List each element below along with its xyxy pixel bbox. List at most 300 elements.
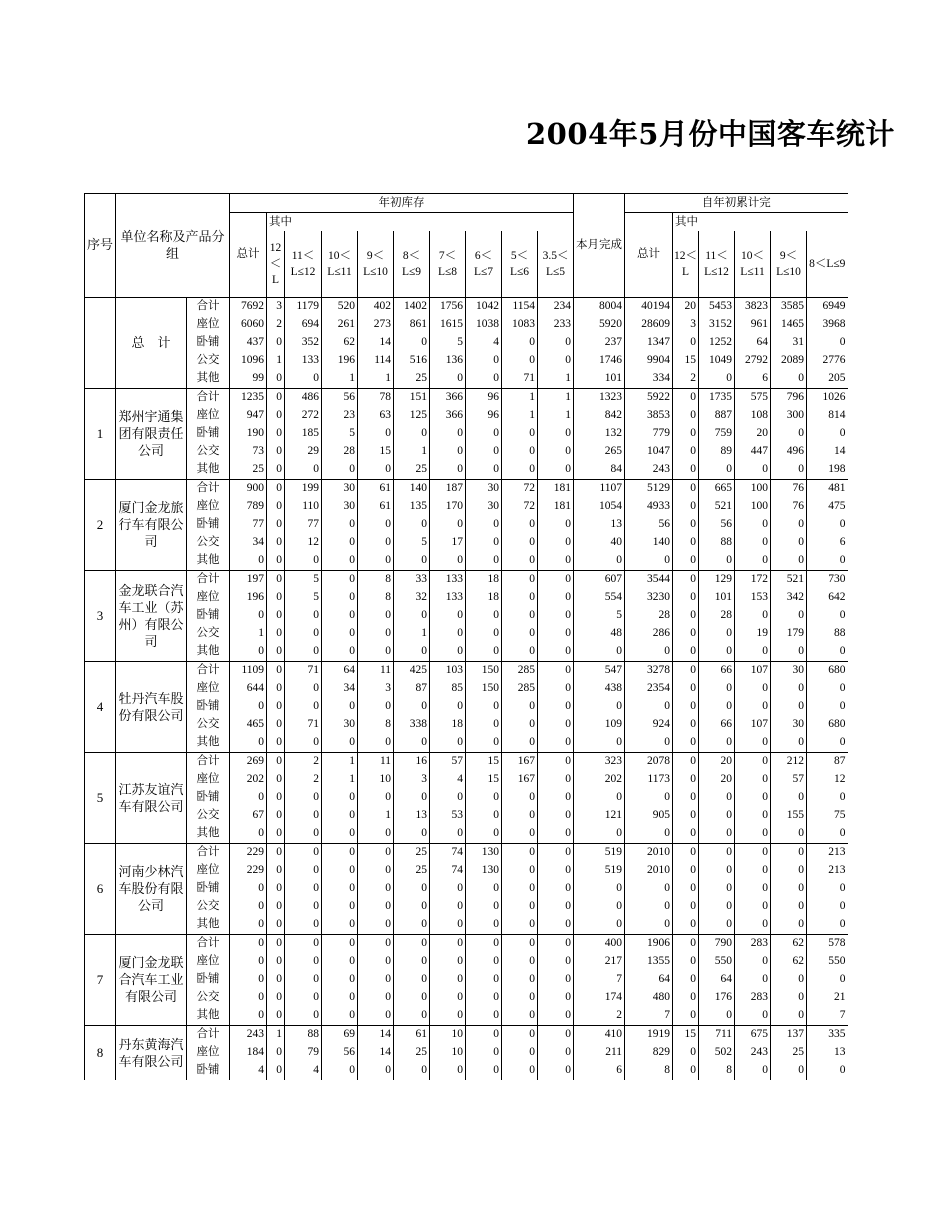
cell-value: 0 bbox=[230, 789, 267, 807]
cell-value: 0 bbox=[267, 334, 285, 352]
cell-value: 0 bbox=[230, 643, 267, 662]
cell-value: 0 bbox=[285, 934, 322, 953]
cell-value: 0 bbox=[735, 953, 771, 971]
cell-value: 4 bbox=[430, 771, 466, 789]
cell-value: 5 bbox=[285, 589, 322, 607]
row-category: 公交 bbox=[187, 807, 230, 825]
cell-value: 71 bbox=[502, 370, 538, 389]
cell-value: 20 bbox=[699, 771, 735, 789]
cell-value: 0 bbox=[538, 334, 574, 352]
cell-value: 0 bbox=[466, 443, 502, 461]
cell-value: 0 bbox=[466, 898, 502, 916]
cell-value: 78 bbox=[358, 388, 394, 407]
table-row bbox=[85, 516, 848, 534]
header-total-2: 总计 bbox=[625, 213, 673, 298]
header-seq: 序号 bbox=[85, 194, 116, 298]
cell-value: 0 bbox=[771, 862, 807, 880]
cell-value: 0 bbox=[673, 570, 699, 589]
cell-value: 0 bbox=[466, 516, 502, 534]
cell-value: 0 bbox=[673, 552, 699, 571]
cell-value: 7692 bbox=[230, 297, 267, 316]
cell-value: 0 bbox=[466, 734, 502, 753]
cell-value: 5 bbox=[322, 425, 358, 443]
cell-value: 1465 bbox=[771, 316, 807, 334]
cell-value: 0 bbox=[267, 534, 285, 552]
table-row bbox=[85, 552, 848, 571]
row-category: 座位 bbox=[187, 953, 230, 971]
cell-value: 64 bbox=[322, 661, 358, 680]
cell-value: 0 bbox=[574, 825, 625, 844]
cell-value: 0 bbox=[538, 934, 574, 953]
cell-value: 0 bbox=[673, 680, 699, 698]
cell-value: 0 bbox=[322, 898, 358, 916]
cell-value: 0 bbox=[285, 607, 322, 625]
cell-value: 924 bbox=[625, 716, 673, 734]
cell-value: 0 bbox=[502, 570, 538, 589]
cell-value: 64 bbox=[625, 971, 673, 989]
cell-value: 28 bbox=[699, 607, 735, 625]
cell-value: 0 bbox=[322, 971, 358, 989]
cell-value: 0 bbox=[267, 916, 285, 935]
cell-value: 0 bbox=[322, 534, 358, 552]
cell-value: 133 bbox=[430, 589, 466, 607]
cell-value: 0 bbox=[673, 607, 699, 625]
cell-value: 644 bbox=[230, 680, 267, 698]
cell-value: 0 bbox=[430, 971, 466, 989]
unit-name: 丹东黄海汽车有限公司 bbox=[116, 1025, 187, 1080]
cell-value: 0 bbox=[358, 552, 394, 571]
cell-value: 0 bbox=[735, 807, 771, 825]
cell-value: 0 bbox=[574, 880, 625, 898]
cell-value: 0 bbox=[538, 443, 574, 461]
cell-value: 0 bbox=[430, 643, 466, 662]
cell-value: 0 bbox=[735, 643, 771, 662]
cell-value: 0 bbox=[735, 552, 771, 571]
cell-value: 1 bbox=[358, 370, 394, 389]
cell-value: 0 bbox=[267, 443, 285, 461]
cell-value: 0 bbox=[267, 971, 285, 989]
cell-value: 0 bbox=[230, 734, 267, 753]
cell-value: 0 bbox=[502, 625, 538, 643]
cell-value: 0 bbox=[673, 971, 699, 989]
cell-value: 30 bbox=[771, 661, 807, 680]
cell-value: 100 bbox=[735, 498, 771, 516]
cell-value: 829 bbox=[625, 1044, 673, 1062]
cell-value: 0 bbox=[267, 1044, 285, 1062]
cell-value: 0 bbox=[538, 570, 574, 589]
cell-value: 0 bbox=[466, 625, 502, 643]
cell-value: 2 bbox=[285, 771, 322, 789]
cell-value: 0 bbox=[625, 552, 673, 571]
row-category: 合计 bbox=[187, 843, 230, 862]
cell-value: 0 bbox=[502, 1007, 538, 1026]
cell-value: 0 bbox=[394, 934, 430, 953]
cell-value: 69 bbox=[322, 1025, 358, 1044]
row-category: 公交 bbox=[187, 443, 230, 461]
cell-value: 129 bbox=[699, 570, 735, 589]
row-category: 座位 bbox=[187, 498, 230, 516]
cell-value: 0 bbox=[466, 370, 502, 389]
cell-value: 34 bbox=[230, 534, 267, 552]
cell-value: 0 bbox=[285, 680, 322, 698]
cell-value: 0 bbox=[538, 898, 574, 916]
cell-value: 0 bbox=[358, 971, 394, 989]
cell-value: 1154 bbox=[502, 297, 538, 316]
cell-value: 0 bbox=[538, 771, 574, 789]
cell-value: 0 bbox=[394, 734, 430, 753]
cell-value: 607 bbox=[574, 570, 625, 589]
cell-value: 0 bbox=[358, 880, 394, 898]
cell-value: 101 bbox=[699, 589, 735, 607]
unit-name: 总 计 bbox=[116, 297, 187, 388]
cell-value: 4 bbox=[466, 334, 502, 352]
cell-value: 0 bbox=[285, 880, 322, 898]
cell-value: 0 bbox=[267, 1062, 285, 1080]
cell-value: 0 bbox=[699, 789, 735, 807]
cell-value: 0 bbox=[466, 1062, 502, 1080]
cell-value: 0 bbox=[430, 916, 466, 935]
cell-value: 2792 bbox=[735, 352, 771, 370]
header-group-cumulative: 自年初累计完 bbox=[625, 194, 848, 213]
cell-value: 0 bbox=[358, 1007, 394, 1026]
cell-value: 6 bbox=[839, 536, 846, 548]
cell-value: 3968 bbox=[822, 318, 846, 330]
cell-value: 77 bbox=[230, 516, 267, 534]
cell-value: 335 bbox=[807, 1025, 848, 1044]
header-size-cumulative-2: 10＜L≤11 bbox=[735, 231, 771, 297]
header-month: 本月完成 bbox=[574, 194, 625, 298]
cell-value: 0 bbox=[502, 953, 538, 971]
cell-value: 25 bbox=[230, 461, 267, 480]
row-category: 卧铺 bbox=[187, 516, 230, 534]
cell-value: 0 bbox=[538, 880, 574, 898]
cell-value: 0 bbox=[673, 989, 699, 1007]
cell-value: 0 bbox=[394, 825, 430, 844]
cell-value: 323 bbox=[574, 752, 625, 771]
cell-value: 410 bbox=[574, 1025, 625, 1044]
cell-value: 0 bbox=[771, 898, 807, 916]
cell-value: 0 bbox=[538, 461, 574, 480]
cell-value: 0 bbox=[267, 425, 285, 443]
cell-value: 0 bbox=[673, 898, 699, 916]
cell-value: 62 bbox=[322, 334, 358, 352]
cell-value: 0 bbox=[285, 461, 322, 480]
cell-value: 153 bbox=[735, 589, 771, 607]
cell-value: 0 bbox=[358, 425, 394, 443]
cell-value: 0 bbox=[358, 534, 394, 552]
cell-value: 269 bbox=[230, 752, 267, 771]
cell-value: 0 bbox=[267, 625, 285, 643]
cell-value: 0 bbox=[771, 971, 807, 989]
cell-value: 176 bbox=[699, 989, 735, 1007]
cell-value: 0 bbox=[430, 461, 466, 480]
cell-value: 74 bbox=[430, 843, 466, 862]
row-category: 公交 bbox=[187, 716, 230, 734]
cell-value: 0 bbox=[267, 825, 285, 844]
table-row bbox=[85, 479, 848, 498]
cell-value: 480 bbox=[625, 989, 673, 1007]
row-category: 卧铺 bbox=[187, 607, 230, 625]
cell-value: 1179 bbox=[285, 297, 322, 316]
cell-value: 0 bbox=[466, 989, 502, 1007]
cell-value: 0 bbox=[574, 552, 625, 571]
row-seq: 4 bbox=[85, 661, 116, 752]
cell-value: 13 bbox=[394, 807, 430, 825]
cell-value: 0 bbox=[430, 1007, 466, 1026]
cell-value: 790 bbox=[699, 934, 735, 953]
cell-value: 1323 bbox=[574, 388, 625, 407]
header-size-inventory-2: 10＜L≤11 bbox=[322, 231, 358, 297]
cell-value: 0 bbox=[625, 698, 673, 716]
cell-value: 0 bbox=[673, 443, 699, 461]
table-row bbox=[85, 425, 848, 443]
unit-name: 河南少林汽车股份有限公司 bbox=[116, 843, 187, 934]
cell-value: 0 bbox=[502, 734, 538, 753]
cell-value: 25 bbox=[394, 370, 430, 389]
cell-value: 0 bbox=[285, 625, 322, 643]
cell-value: 3823 bbox=[735, 297, 771, 316]
table-row bbox=[85, 443, 848, 461]
cell-value: 2 bbox=[285, 752, 322, 771]
page-title: 2004年5月份中国客车统计 bbox=[526, 117, 895, 151]
cell-value: 2010 bbox=[625, 862, 673, 880]
cell-value: 0 bbox=[322, 589, 358, 607]
cell-value: 1 bbox=[322, 771, 358, 789]
cell-value: 0 bbox=[230, 898, 267, 916]
cell-value: 57 bbox=[771, 771, 807, 789]
cell-value: 550 bbox=[699, 953, 735, 971]
cell-value: 1906 bbox=[625, 934, 673, 953]
cell-value: 0 bbox=[285, 971, 322, 989]
cell-value: 438 bbox=[574, 680, 625, 698]
cell-value: 0 bbox=[267, 607, 285, 625]
cell-value: 2776 bbox=[822, 354, 846, 366]
cell-value: 234 bbox=[538, 297, 574, 316]
row-category: 合计 bbox=[187, 388, 230, 407]
header-size-inventory-8: 3.5＜L≤5 bbox=[538, 231, 574, 297]
cell-value: 352 bbox=[285, 334, 322, 352]
cell-value: 0 bbox=[322, 789, 358, 807]
cell-value: 0 bbox=[430, 734, 466, 753]
cell-value: 366 bbox=[430, 407, 466, 425]
cell-value: 1 bbox=[538, 370, 574, 389]
cell-value: 0 bbox=[502, 461, 538, 480]
cell-value: 30 bbox=[322, 479, 358, 498]
cell-value: 0 bbox=[839, 736, 846, 748]
cell-value: 1 bbox=[267, 352, 285, 370]
cell-value: 0 bbox=[285, 552, 322, 571]
cell-value: 0 bbox=[502, 807, 538, 825]
cell-value: 0 bbox=[771, 425, 807, 443]
cell-value: 5129 bbox=[625, 479, 673, 498]
cell-value: 0 bbox=[538, 752, 574, 771]
cell-value: 0 bbox=[699, 880, 735, 898]
cell-value: 0 bbox=[502, 589, 538, 607]
cell-value: 243 bbox=[625, 461, 673, 480]
cell-value: 185 bbox=[285, 425, 322, 443]
cell-value: 0 bbox=[502, 916, 538, 935]
header-qizhong-2: 其中 bbox=[675, 215, 699, 228]
row-category: 公交 bbox=[187, 352, 230, 370]
cell-value: 0 bbox=[771, 916, 807, 935]
cell-value: 181 bbox=[538, 498, 574, 516]
cell-value: 0 bbox=[394, 1062, 430, 1080]
cell-value: 465 bbox=[230, 716, 267, 734]
cell-value: 0 bbox=[430, 1062, 466, 1080]
cell-value: 0 bbox=[466, 880, 502, 898]
cell-value: 0 bbox=[430, 552, 466, 571]
row-seq: 5 bbox=[85, 752, 116, 843]
cell-value: 0 bbox=[502, 825, 538, 844]
cell-value: 0 bbox=[502, 934, 538, 953]
cell-value: 243 bbox=[735, 1044, 771, 1062]
row-category: 公交 bbox=[187, 898, 230, 916]
cell-value: 675 bbox=[735, 1025, 771, 1044]
cell-value: 125 bbox=[394, 407, 430, 425]
cell-value: 0 bbox=[625, 789, 673, 807]
cell-value: 0 bbox=[735, 971, 771, 989]
cell-value: 217 bbox=[574, 953, 625, 971]
cell-value: 110 bbox=[285, 498, 322, 516]
cell-value: 1 bbox=[394, 625, 430, 643]
row-seq: 7 bbox=[85, 934, 116, 1025]
row-category: 合计 bbox=[187, 661, 230, 680]
cell-value: 521 bbox=[771, 570, 807, 589]
cell-value: 3 bbox=[267, 297, 285, 316]
cell-value: 8 bbox=[625, 1062, 673, 1080]
cell-value: 0 bbox=[466, 916, 502, 935]
cell-value: 0 bbox=[466, 807, 502, 825]
table-row bbox=[85, 843, 848, 862]
cell-value: 0 bbox=[538, 1025, 574, 1044]
cell-value: 0 bbox=[735, 880, 771, 898]
cell-value: 17 bbox=[430, 534, 466, 552]
cell-value: 25 bbox=[394, 461, 430, 480]
unit-name: 郑州宇通集团有限责任公司 bbox=[116, 388, 187, 479]
cell-value: 0 bbox=[771, 1062, 807, 1080]
cell-value: 72 bbox=[502, 479, 538, 498]
cell-value: 0 bbox=[673, 843, 699, 862]
cell-value: 0 bbox=[358, 461, 394, 480]
cell-value: 1 bbox=[267, 1025, 285, 1044]
cell-value: 0 bbox=[322, 1007, 358, 1026]
cell-value: 0 bbox=[735, 1062, 771, 1080]
cell-value: 61 bbox=[358, 498, 394, 516]
cell-value: 0 bbox=[322, 552, 358, 571]
table-row bbox=[85, 1007, 848, 1026]
cell-value: 18 bbox=[466, 589, 502, 607]
cell-value: 0 bbox=[394, 516, 430, 534]
row-seq: 2 bbox=[85, 479, 116, 570]
cell-value: 10 bbox=[430, 1025, 466, 1044]
row-category: 卧铺 bbox=[187, 1062, 230, 1080]
cell-value: 0 bbox=[538, 425, 574, 443]
cell-value: 136 bbox=[430, 352, 466, 370]
cell-value: 0 bbox=[230, 1007, 267, 1026]
cell-value: 0 bbox=[699, 698, 735, 716]
cell-value: 21 bbox=[834, 991, 846, 1003]
cell-value: 57 bbox=[430, 752, 466, 771]
cell-value: 0 bbox=[322, 825, 358, 844]
header-total-1: 总计 bbox=[230, 213, 267, 298]
cell-value: 9904 bbox=[625, 352, 673, 370]
cell-value: 5920 bbox=[574, 316, 625, 334]
cell-value: 101 bbox=[574, 370, 625, 389]
cell-value: 0 bbox=[771, 1007, 807, 1026]
cell-value: 0 bbox=[430, 607, 466, 625]
cell-value: 229 bbox=[230, 862, 267, 880]
cell-value: 1 bbox=[394, 443, 430, 461]
cell-value: 1 bbox=[502, 388, 538, 407]
cell-value: 3544 bbox=[625, 570, 673, 589]
cell-value: 213 bbox=[828, 864, 846, 876]
cell-value: 0 bbox=[735, 843, 771, 862]
cell-value: 3 bbox=[673, 316, 699, 334]
cell-value: 905 bbox=[625, 807, 673, 825]
cell-value: 172 bbox=[735, 570, 771, 589]
cell-value: 0 bbox=[285, 843, 322, 862]
cell-value: 62 bbox=[771, 934, 807, 953]
cell-value: 0 bbox=[322, 916, 358, 935]
table-row bbox=[85, 971, 848, 989]
table-row bbox=[85, 880, 848, 898]
cell-value: 30 bbox=[771, 716, 807, 734]
cell-value: 61 bbox=[358, 479, 394, 498]
cell-value: 0 bbox=[267, 789, 285, 807]
cell-value: 0 bbox=[322, 570, 358, 589]
cell-value: 0 bbox=[538, 643, 574, 662]
cell-value: 6 bbox=[735, 370, 771, 389]
table-row bbox=[85, 661, 848, 680]
cell-value: 947 bbox=[230, 407, 267, 425]
cell-value: 0 bbox=[430, 953, 466, 971]
table-row bbox=[85, 461, 848, 480]
cell-value: 30 bbox=[322, 716, 358, 734]
cell-value: 0 bbox=[430, 880, 466, 898]
header-size-inventory-5: 7＜L≤8 bbox=[430, 231, 466, 297]
cell-value: 711 bbox=[699, 1025, 735, 1044]
cell-value: 0 bbox=[322, 734, 358, 753]
cell-value: 71 bbox=[285, 661, 322, 680]
cell-value: 19 bbox=[735, 625, 771, 643]
cell-value: 366 bbox=[430, 388, 466, 407]
cell-value: 100 bbox=[735, 479, 771, 498]
cell-value: 0 bbox=[267, 880, 285, 898]
cell-value: 130 bbox=[466, 843, 502, 862]
row-category: 卧铺 bbox=[187, 971, 230, 989]
cell-value: 1096 bbox=[230, 352, 267, 370]
cell-value: 0 bbox=[394, 607, 430, 625]
cell-value: 84 bbox=[574, 461, 625, 480]
cell-value: 0 bbox=[699, 916, 735, 935]
cell-value: 0 bbox=[285, 953, 322, 971]
cell-value: 11 bbox=[358, 661, 394, 680]
table-row bbox=[85, 352, 848, 370]
cell-value: 11 bbox=[358, 752, 394, 771]
table-row bbox=[85, 734, 848, 753]
row-category: 其他 bbox=[187, 1007, 230, 1026]
cell-value: 0 bbox=[699, 843, 735, 862]
row-category: 其他 bbox=[187, 552, 230, 571]
cell-value: 0 bbox=[322, 880, 358, 898]
cell-value: 0 bbox=[699, 1007, 735, 1026]
cell-value: 0 bbox=[394, 989, 430, 1007]
cell-value: 0 bbox=[502, 898, 538, 916]
unit-name: 江苏友谊汽车有限公司 bbox=[116, 752, 187, 843]
cell-value: 0 bbox=[267, 479, 285, 498]
row-category: 公交 bbox=[187, 534, 230, 552]
cell-value: 0 bbox=[735, 862, 771, 880]
